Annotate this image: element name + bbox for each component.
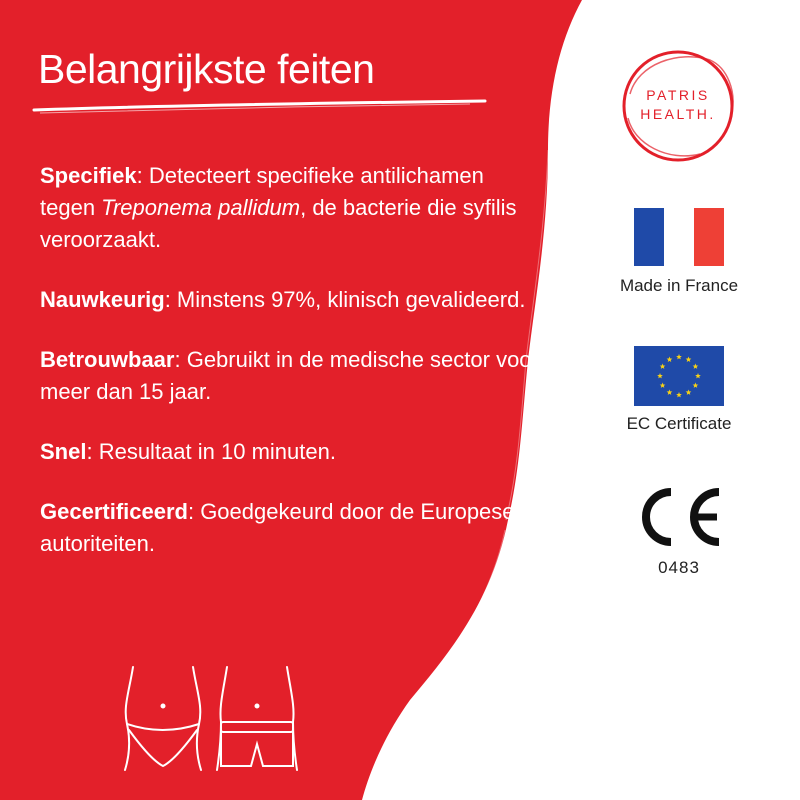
- fact-text: : Gebruikt in de medische sector voor meer dan 15 jaar.: [40, 347, 539, 404]
- fact-label: Betrouwbaar: [40, 347, 175, 372]
- france-flag-icon: [634, 208, 724, 266]
- fact-label: Snel: [40, 439, 87, 464]
- fact-gecertificeerd: [40, 496, 540, 560]
- brand-logo: [618, 86, 738, 124]
- female-body-icon: [125, 667, 201, 770]
- fact-label: Specifiek: [40, 163, 137, 188]
- fact-italic: Treponema pallidum: [101, 195, 301, 220]
- logo-line-1: PATRIS: [646, 87, 710, 103]
- fact-text: : Detecteert specifieke antilichamen tegen: [40, 163, 484, 220]
- fact-text: : Resultaat in 10 minuten.: [86, 439, 336, 464]
- fact-text: , de bacterie die syfilis veroorzaakt.: [40, 195, 517, 252]
- ce-number: 0483: [658, 558, 700, 577]
- facts-list: [40, 160, 540, 588]
- logo-line-2: HEALTH.: [640, 106, 716, 122]
- body-figures: [115, 662, 315, 772]
- fact-text: : Minstens 97%, klinisch gevalideerd.: [164, 287, 526, 312]
- fact-nauwkeurig: [40, 284, 540, 316]
- ce-mark-icon: [633, 486, 725, 548]
- fact-betrouwbaar: [40, 344, 540, 408]
- made-in-france-label: Made in France: [619, 276, 739, 295]
- fact-specifiek: [40, 160, 540, 256]
- fact-label: Gecertificeerd: [40, 499, 188, 524]
- fact-label: Nauwkeurig: [40, 287, 165, 312]
- title-underline: [30, 98, 490, 118]
- page-title: Belangrijkste feiten: [38, 46, 375, 92]
- male-body-icon: [217, 667, 297, 770]
- fact-snel: [40, 436, 540, 468]
- fact-text: : Goedgekeurd door de Europese autoriteiten.: [40, 499, 515, 556]
- ec-certificate-label: EC Certificate: [626, 414, 732, 433]
- eu-flag-icon: [634, 346, 724, 406]
